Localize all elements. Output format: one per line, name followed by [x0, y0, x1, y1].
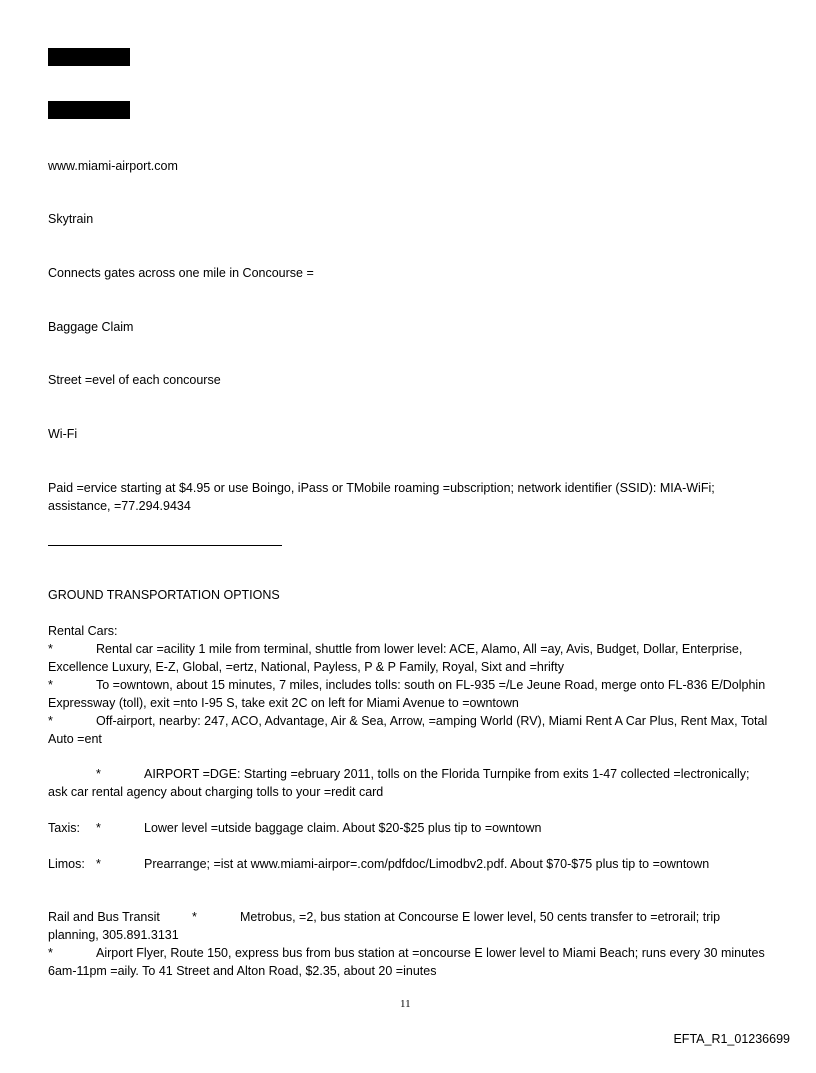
- taxis-text: Lower level =utside baggage claim. About $20-$25 plus tip to =owntown: [144, 821, 542, 835]
- taxis-item: [48, 819, 768, 837]
- redaction-bar-1: [48, 48, 130, 66]
- bullet: *: [48, 946, 53, 960]
- divider-rule: [48, 545, 282, 546]
- rental-item-3: [48, 712, 768, 748]
- baggage-text: Street =evel of each concourse: [48, 373, 221, 387]
- wifi-heading: Wi-Fi: [48, 427, 78, 441]
- rental-item-2-text: To =owntown, about 15 minutes, 7 miles, includes tolls: south on FL-935 =/Le Jeune Road, merge onto FL-836 E/Dolphin Expressway (toll), exit =nto I-95 S, take exit 2C on left for Miami Avenue to =owntown: [48, 678, 766, 710]
- rental-item-3-text: Off-airport, nearby: 247, ACO, Advantage, Air & Sea, Arrow, =amping World (RV), Miami Rent A Car Plus, Rent Max, Total Auto =ent: [48, 714, 768, 746]
- document-id: EFTA_R1_01236699: [673, 1032, 790, 1046]
- rail-label: Rail and Bus Transit: [48, 910, 160, 924]
- rental-item-1-text: Rental car =acility 1 mile from terminal, shuttle from lower level: ACE, Alamo, All =ay, Avis, Budget, Dollar, Enterprise, Excellence Luxury, E-Z, Global, =ertz, National, Payless, P & P Family, Royal, Sixt and =hrifty: [48, 642, 743, 674]
- airport-edge-text: AIRPORT =DGE: Starting =ebruary 2011, tolls on the Florida Turnpike from exits 1-47 collected =lectronically; ask car rental agency about charging tolls to your =redit card: [48, 767, 750, 799]
- rental-item-2: [48, 676, 768, 712]
- skytrain-heading: Skytrain: [48, 212, 94, 226]
- bullet: *: [48, 642, 53, 656]
- bullet: *: [96, 767, 101, 781]
- skytrain-text: Connects gates across one mile in Concourse =: [48, 266, 314, 280]
- bullet: *: [96, 857, 101, 871]
- redaction-bar-2: [48, 101, 130, 119]
- wifi-text: Paid =ervice starting at $4.95 or use Boingo, iPass or TMobile roaming =ubscription; network identifier (SSID): MIA-WiFi; assistance, =77.294.9434: [48, 481, 715, 513]
- bullet: *: [48, 714, 53, 728]
- rail-item-2-text: Airport Flyer, Route 150, express bus from bus station at =oncourse E lower level to Miami Beach; runs every 30 minutes 6am-11pm =aily. To 41 Street and Alton Road, $2.35, about 20 =inutes: [48, 946, 765, 978]
- bullet: *: [48, 678, 53, 692]
- rail-item-1-text: Metrobus, =2, bus station at Concourse E lower level, 50 cents transfer to =etrorail; trip planning, 305.891.3131: [48, 910, 721, 942]
- limos-text: Prearrange; =ist at www.miami-airpor=.com/pdfdoc/Limodbv2.pdf. About $70-$75 plus tip to =owntown: [144, 857, 710, 871]
- ground-heading: GROUND TRANSPORTATION OPTIONS: [48, 588, 280, 602]
- rental-item-1: [48, 640, 768, 676]
- airport-edge-item: [48, 765, 768, 801]
- bullet: *: [96, 821, 101, 835]
- baggage-heading: Baggage Claim: [48, 320, 134, 334]
- limos-label: Limos:: [48, 857, 85, 871]
- rail-item-2: [48, 944, 768, 980]
- taxis-label: Taxis:: [48, 821, 80, 835]
- limos-item: [48, 855, 768, 873]
- rail-item-1: [48, 908, 768, 944]
- bullet: *: [192, 910, 197, 924]
- rental-label: Rental Cars:: [48, 624, 118, 638]
- website-link[interactable]: www.miami-airport.com: [48, 159, 178, 173]
- page-number: 11: [400, 998, 411, 1010]
